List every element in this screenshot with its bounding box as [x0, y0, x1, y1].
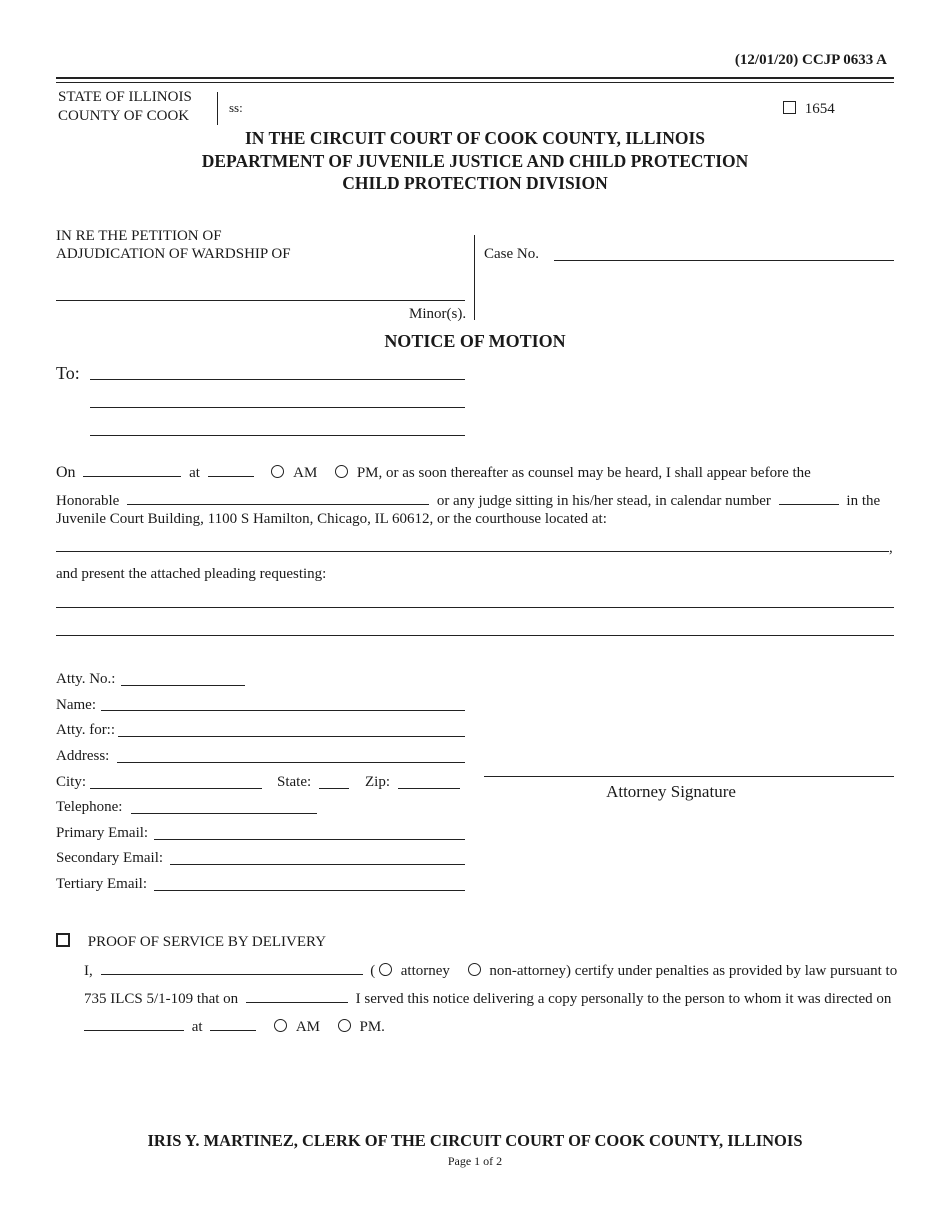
ss-divider — [217, 92, 218, 125]
tertiary-email-label: Tertiary Email: — [56, 876, 147, 892]
judge-blank[interactable] — [127, 492, 429, 505]
page-number: Page 1 of 2 — [447, 1154, 503, 1168]
to-label: To: — [56, 363, 80, 383]
caption-line1: IN RE THE PETITION OF — [56, 228, 222, 244]
delivery-date-blank[interactable] — [84, 1018, 184, 1031]
statute-text: 735 ILCS 5/1-109 that on — [84, 991, 239, 1007]
attorney-label: attorney — [400, 963, 450, 979]
pleading-field-1[interactable] — [56, 591, 894, 608]
address-field[interactable] — [117, 746, 465, 763]
proof-title: PROOF OF SERVICE BY DELIVERY — [87, 934, 327, 950]
building-text: Juvenile Court Building, 1100 S Hamilton, Chicago, IL 60612, or the courthouse located at: — [56, 511, 607, 527]
atty-for-label: Atty. for:: — [56, 722, 116, 738]
minor-name-field[interactable] — [56, 284, 465, 301]
clerk-footer: IRIS Y. MARTINEZ, CLERK OF THE CIRCUIT COURT OF COOK COUNTY, ILLINOIS — [147, 1131, 803, 1150]
zip-label: Zip: — [365, 774, 390, 790]
court-title: IN THE CIRCUIT COURT OF COOK COUNTY, ILLINOIS — [245, 128, 705, 148]
judge-text: or any judge sitting in his/her stead, in calendar number — [436, 493, 771, 509]
delivery-time-blank[interactable] — [210, 1018, 256, 1031]
name-field[interactable] — [101, 694, 465, 711]
telephone-field[interactable] — [131, 797, 317, 814]
secondary-email-field[interactable] — [170, 848, 465, 865]
county-label: COUNTY OF COOK — [58, 108, 190, 124]
attorney-radio-icon[interactable] — [379, 963, 392, 976]
courthouse-field[interactable] — [56, 535, 889, 552]
time-blank[interactable] — [208, 464, 254, 477]
city-field[interactable] — [90, 772, 262, 789]
signature-field[interactable] — [484, 760, 894, 777]
non-attorney-radio-icon[interactable] — [468, 963, 481, 976]
proof-am-label: AM — [295, 1019, 320, 1035]
address-label: Address: — [56, 748, 110, 764]
proof-of-service-checkbox[interactable] — [56, 933, 326, 951]
server-name-blank[interactable] — [101, 962, 363, 975]
state-field[interactable] — [319, 772, 349, 789]
checkbox-icon — [783, 101, 796, 114]
pm-label: PM, or as soon thereafter as counsel may be heard, I shall appear before the — [356, 465, 811, 481]
checkbox-1654[interactable] — [783, 101, 835, 118]
atty-for-field[interactable] — [118, 720, 465, 737]
form-code: (12/01/20) CCJP 0633 A — [734, 52, 887, 68]
am-radio-icon[interactable] — [271, 465, 284, 478]
case-no-field[interactable] — [554, 244, 894, 261]
proof-line-3 — [84, 1018, 385, 1036]
notice-title: NOTICE OF MOTION — [384, 331, 566, 351]
caption-divider — [474, 235, 475, 320]
header-rule-thin — [56, 82, 894, 83]
case-no-label: Case No. — [484, 246, 539, 262]
calendar-blank[interactable] — [779, 492, 839, 505]
primary-email-field[interactable] — [154, 823, 465, 840]
on-label: On — [56, 464, 76, 481]
atty-no-label: Atty. No.: — [56, 671, 116, 687]
secondary-email-label: Secondary Email: — [56, 850, 164, 866]
city-label: City: — [56, 774, 87, 790]
honorable-label: Honorable — [56, 493, 120, 509]
minor-label: Minor(s). — [409, 306, 467, 322]
to-field-3[interactable] — [90, 419, 465, 436]
proof-pm-radio-icon[interactable] — [338, 1019, 351, 1032]
state-field-label: State: — [277, 774, 312, 790]
pm-radio-icon[interactable] — [335, 465, 348, 478]
state-label: STATE OF ILLINOIS — [58, 89, 192, 105]
proof-at-label: at — [191, 1019, 203, 1035]
signature-label: Attorney Signature — [606, 782, 736, 801]
telephone-label: Telephone: — [56, 799, 123, 815]
at-label: at — [189, 465, 200, 481]
division-title: CHILD PROTECTION DIVISION — [342, 173, 608, 193]
service-date-blank[interactable] — [246, 990, 348, 1003]
proof-i-label: I, — [84, 963, 93, 979]
proof-line-2 — [84, 990, 891, 1008]
caption-line2: ADJUDICATION OF WARDSHIP OF — [56, 246, 291, 262]
proof-am-radio-icon[interactable] — [274, 1019, 287, 1032]
primary-email-label: Primary Email: — [56, 825, 149, 841]
to-field-1[interactable] — [90, 363, 465, 380]
proof-checkbox-icon — [56, 933, 70, 947]
in-the-label: in the — [846, 493, 881, 509]
to-field-2[interactable] — [90, 391, 465, 408]
checkbox-1654-label: 1654 — [804, 101, 835, 117]
date-blank[interactable] — [83, 464, 181, 477]
atty-no-field[interactable] — [121, 669, 245, 686]
served-text: I served this notice delivering a copy personally to the person to whom it was directed on — [355, 991, 892, 1007]
motion-line-1 — [56, 464, 811, 482]
courthouse-comma: , — [889, 540, 893, 556]
ss-label: ss: — [229, 100, 243, 115]
pleading-field-2[interactable] — [56, 619, 894, 636]
motion-line-2 — [56, 492, 880, 510]
tertiary-email-field[interactable] — [154, 874, 465, 891]
present-text: and present the attached pleading requesting: — [56, 566, 327, 582]
proof-pm-label: PM. — [359, 1019, 385, 1035]
zip-field[interactable] — [398, 772, 460, 789]
name-label: Name: — [56, 697, 96, 713]
proof-open-paren: ( — [370, 963, 376, 979]
non-attorney-label: non-attorney) certify under penalties as provided by law pursuant to — [489, 963, 898, 979]
header-rule-thick — [56, 77, 894, 79]
proof-line-1 — [84, 962, 897, 980]
department-title: DEPARTMENT OF JUVENILE JUSTICE AND CHILD PROTECTION — [201, 151, 749, 171]
am-label: AM — [293, 465, 318, 481]
